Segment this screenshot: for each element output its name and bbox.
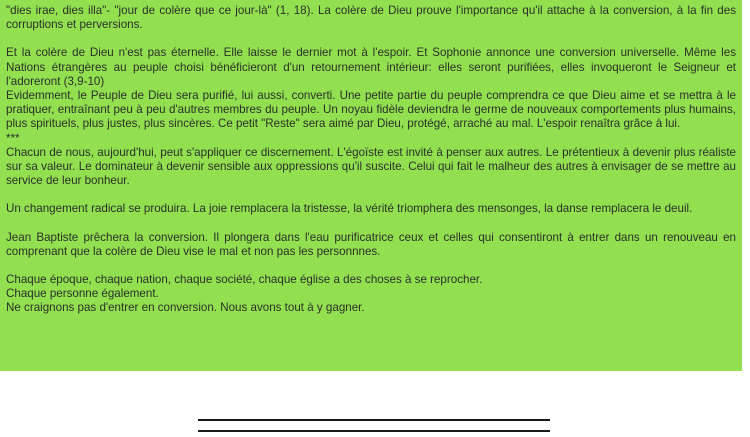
paragraph-peuple-purifie: Evidemment, le Peuple de Dieu sera purifié, lui aussi, converti. Une petite partie du peuple comprendra ce que Dieu aime et se mettra à le pratiquer, entraînant peu à peu d'autres membres du peuple. Un noyau fidèle deviendra le germe de nouveaux comportements plus humains, plus spirituels, plus justes, plus sincères. Ce petit "Reste" sera aimé par Dieu, protégé, arraché au mal. L'espoir renaîtra grâce à lui.: [6, 89, 736, 131]
paragraph-conclusion: Ne craignons pas d'entrer en conversion. Nous avons tout à y gagner.: [6, 301, 365, 315]
paragraph-colere-pas-eternelle: Et la colère de Dieu n'est pas éternelle. Elle laisse le dernier mot à l'espoir. Et Sophonie annonce une conversion universelle. Même les Nations étrangères au peuple choisi bénéficieront d'un retournement intérieur: elles seront purifiées, elles invoqueront le Seigneur et l'adoreront (3,9-10): [6, 46, 736, 88]
paragraph-spacer: [6, 188, 736, 202]
paragraph-chaque-personne: Chaque personne également.: [6, 287, 159, 301]
horizontal-rule: [198, 419, 550, 421]
paragraph-spacer: [6, 217, 736, 231]
paragraph-dies-irae: "dies irae, dies illa"- "jour de colère que ce jour-là" (1, 18). La colère de Dieu prouve l'importance qu'il attache à la conversion, à la fin des corruptions et perversions.: [6, 4, 736, 32]
paragraph-spacer: [6, 32, 736, 46]
section-separator: ***: [6, 131, 20, 145]
paragraph-chaque-epoque: Chaque époque, chaque nation, chaque société, chaque église a des choses à se reprocher.: [6, 273, 483, 287]
horizontal-rule: [198, 430, 550, 432]
paragraph-discernement: Chacun de nous, aujourd'hui, peut s'appliquer ce discernement. L'égoïste est invité à penser aux autres. Le prétentieux à devenir plus réaliste sur sa valeur. Le dominateur à devenir sensible aux oppressions qu'il suscite. Celui qui fait le malheur des autres à envisager de se mettre au service de leur bonheur.: [6, 145, 736, 188]
paragraph-changement-radical: Un changement radical se produira. La joie remplacera la tristesse, la vérité triomphera des mensonges, la danse remplacera le deuil.: [6, 202, 693, 216]
paragraph-jean-baptiste: Jean Baptiste prêchera la conversion. Il plongera dans l'eau purificatrice ceux et celles qui consentiront à entrer dans un renouveau en comprenant que la colère de Dieu vise le mal et non pas les personnnes.: [6, 230, 736, 258]
paragraph-spacer: [6, 259, 736, 273]
